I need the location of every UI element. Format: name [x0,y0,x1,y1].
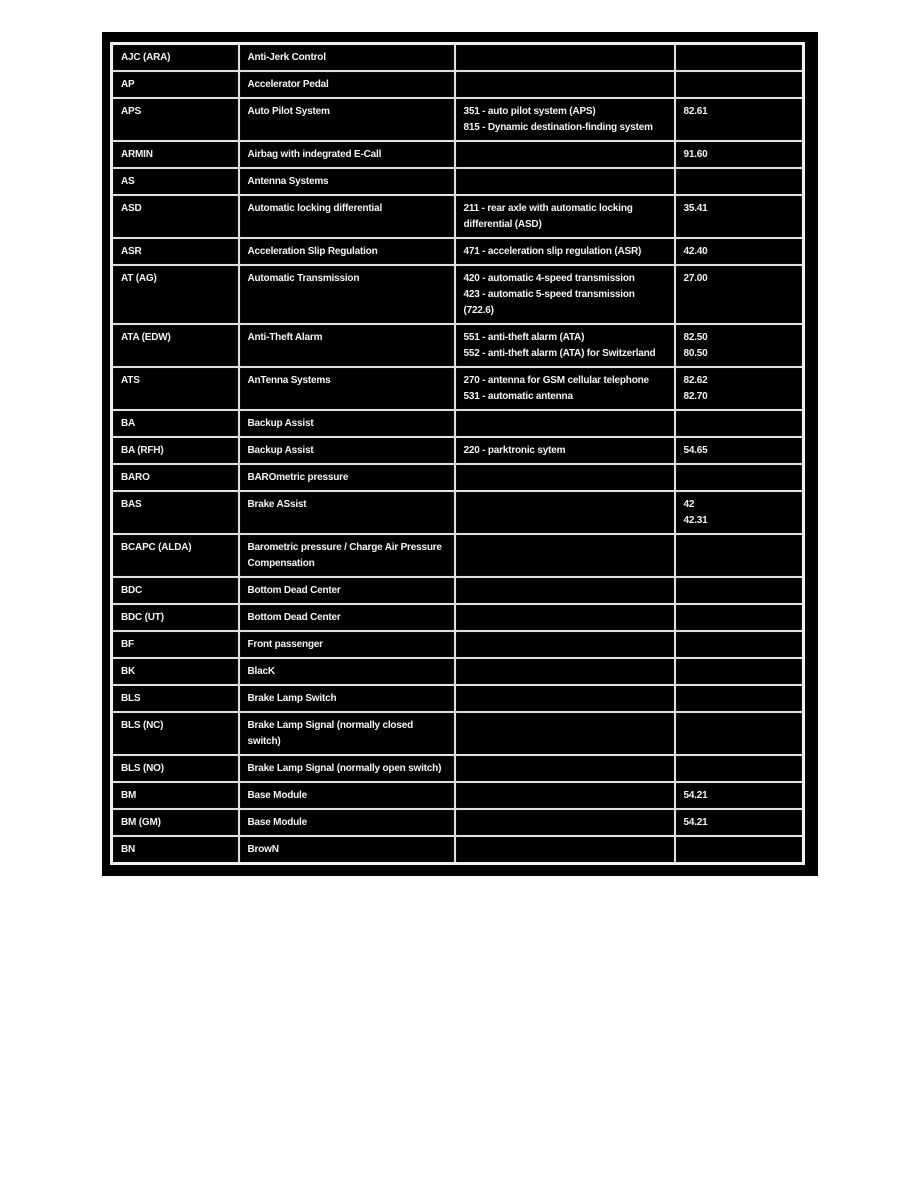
full-name-cell: Airbag with indegrated E-Call [239,141,455,168]
abbreviation-cell: BCAPC (ALDA) [112,534,239,577]
group-numbers-cell [675,265,804,324]
code-line: 351 - auto pilot system (APS) [463,106,596,117]
abbreviation-table-body [112,44,804,864]
code-line: 211 - rear axle with automatic locking differential (ASD) [463,203,633,230]
related-codes-cell [455,238,675,265]
abbreviation-cell: APS [112,98,239,141]
group-numbers-cell [675,437,804,464]
full-name-cell: BlacK [239,658,455,685]
group-numbers-cell [675,410,804,437]
group-number: 54.21 [683,817,708,828]
abbreviation-cell: BLS (NC) [112,712,239,755]
group-numbers-cell [675,324,804,367]
table-row [112,577,804,604]
full-name-cell: Anti-Jerk Control [239,44,455,72]
abbreviation-cell: AT (AG) [112,265,239,324]
related-codes-cell [455,491,675,534]
code-line: 420 - automatic 4-speed transmission [463,273,635,284]
related-codes-cell [455,44,675,72]
code-line: 423 - automatic 5-speed transmission (722.6) [463,289,635,316]
related-codes-cell [455,98,675,141]
full-name-cell: Base Module [239,782,455,809]
table-row [112,238,804,265]
code-line: 815 - Dynamic destination-finding system [463,122,653,133]
group-numbers-cell [675,712,804,755]
full-name-cell: Front passenger [239,631,455,658]
related-codes-cell [455,836,675,864]
related-codes-cell [455,631,675,658]
abbreviation-cell: BA (RFH) [112,437,239,464]
table-row [112,168,804,195]
table-row [112,410,804,437]
full-name-cell: Backup Assist [239,410,455,437]
abbreviation-cell: AS [112,168,239,195]
code-line: 220 - parktronic sytem [463,445,566,456]
related-codes-cell [455,367,675,410]
full-name-cell: Brake Lamp Signal (normally closed switch) [239,712,455,755]
abbreviation-cell: BM [112,782,239,809]
group-number: 80.50 [683,348,708,359]
related-codes-cell [455,324,675,367]
related-codes-cell [455,168,675,195]
full-name-cell: Bottom Dead Center [239,577,455,604]
group-number: 42 [683,499,695,510]
table-row [112,604,804,631]
code-line: 552 - anti-theft alarm (ATA) for Switzerland [463,348,656,359]
full-name-cell: Brake Lamp Switch [239,685,455,712]
related-codes-cell [455,685,675,712]
abbreviation-cell: BLS (NO) [112,755,239,782]
table-row [112,367,804,410]
group-numbers-cell [675,577,804,604]
abbreviation-cell: ARMIN [112,141,239,168]
related-codes-cell [455,437,675,464]
full-name-cell: BrowN [239,836,455,864]
group-number: 27.00 [683,273,708,284]
abbreviation-cell: BLS [112,685,239,712]
full-name-cell: Backup Assist [239,437,455,464]
full-name-cell: Auto Pilot System [239,98,455,141]
related-codes-cell [455,604,675,631]
table-row [112,809,804,836]
table-row [112,534,804,577]
abbreviation-cell: BAS [112,491,239,534]
full-name-cell: Bottom Dead Center [239,604,455,631]
scanned-page-region [102,32,818,876]
group-number: 42.31 [683,515,708,526]
group-number: 54.65 [683,445,708,456]
abbreviation-cell: ASD [112,195,239,238]
group-numbers-cell [675,464,804,491]
group-numbers-cell [675,534,804,577]
code-line: 270 - antenna for GSM cellular telephone [463,375,649,386]
related-codes-cell [455,809,675,836]
group-numbers-cell [675,836,804,864]
full-name-cell: Accelerator Pedal [239,71,455,98]
abbreviation-cell: AP [112,71,239,98]
related-codes-cell [455,755,675,782]
full-name-cell: BAROmetric pressure [239,464,455,491]
group-number: 82.62 [683,375,708,386]
table-row [112,324,804,367]
group-numbers-cell [675,71,804,98]
abbreviation-cell: BDC [112,577,239,604]
group-numbers-cell [675,44,804,72]
group-numbers-cell [675,141,804,168]
table-row [112,836,804,864]
related-codes-cell [455,195,675,238]
group-number: 82.61 [683,106,708,117]
table-row [112,195,804,238]
abbreviation-table [110,42,805,865]
table-row [112,437,804,464]
group-numbers-cell [675,809,804,836]
full-name-cell: Anti-Theft Alarm [239,324,455,367]
table-row [112,71,804,98]
table-row [112,658,804,685]
related-codes-cell [455,141,675,168]
table-row [112,265,804,324]
full-name-cell: Automatic Transmission [239,265,455,324]
group-numbers-cell [675,367,804,410]
related-codes-cell [455,534,675,577]
group-numbers-cell [675,658,804,685]
abbreviation-cell: BARO [112,464,239,491]
group-number: 91.60 [683,149,708,160]
group-number: 42.40 [683,246,708,257]
group-numbers-cell [675,168,804,195]
group-numbers-cell [675,238,804,265]
abbreviation-cell: BDC (UT) [112,604,239,631]
related-codes-cell [455,577,675,604]
group-numbers-cell [675,631,804,658]
full-name-cell: Brake ASsist [239,491,455,534]
full-name-cell: AnTenna Systems [239,367,455,410]
group-number: 35.41 [683,203,708,214]
abbreviation-cell: ATS [112,367,239,410]
abbreviation-cell: BA [112,410,239,437]
table-row [112,44,804,72]
group-number: 54.21 [683,790,708,801]
abbreviation-cell: BM (GM) [112,809,239,836]
group-numbers-cell [675,195,804,238]
table-row [112,685,804,712]
group-numbers-cell [675,782,804,809]
group-numbers-cell [675,755,804,782]
full-name-cell: Barometric pressure / Charge Air Pressure Compensation [239,534,455,577]
table-row [112,98,804,141]
full-name-cell: Brake Lamp Signal (normally open switch) [239,755,455,782]
abbreviation-cell: AJC (ARA) [112,44,239,72]
abbreviation-cell: ASR [112,238,239,265]
group-numbers-cell [675,685,804,712]
full-name-cell: Acceleration Slip Regulation [239,238,455,265]
related-codes-cell [455,464,675,491]
abbreviation-cell: BN [112,836,239,864]
table-row [112,464,804,491]
abbreviation-cell: BF [112,631,239,658]
related-codes-cell [455,410,675,437]
full-name-cell: Antenna Systems [239,168,455,195]
abbreviation-cell: BK [112,658,239,685]
code-line: 471 - acceleration slip regulation (ASR) [463,246,642,257]
table-row [112,755,804,782]
table-row [112,631,804,658]
table-row [112,782,804,809]
table-row [112,491,804,534]
code-line: 531 - automatic antenna [463,391,573,402]
related-codes-cell [455,71,675,98]
group-number: 82.50 [683,332,708,343]
related-codes-cell [455,265,675,324]
abbreviation-cell: ATA (EDW) [112,324,239,367]
full-name-cell: Automatic locking differential [239,195,455,238]
related-codes-cell [455,782,675,809]
group-numbers-cell [675,491,804,534]
table-row [112,712,804,755]
group-numbers-cell [675,604,804,631]
related-codes-cell [455,712,675,755]
code-line: 551 - anti-theft alarm (ATA) [463,332,585,343]
table-row [112,141,804,168]
group-number: 82.70 [683,391,708,402]
related-codes-cell [455,658,675,685]
group-numbers-cell [675,98,804,141]
full-name-cell: Base Module [239,809,455,836]
